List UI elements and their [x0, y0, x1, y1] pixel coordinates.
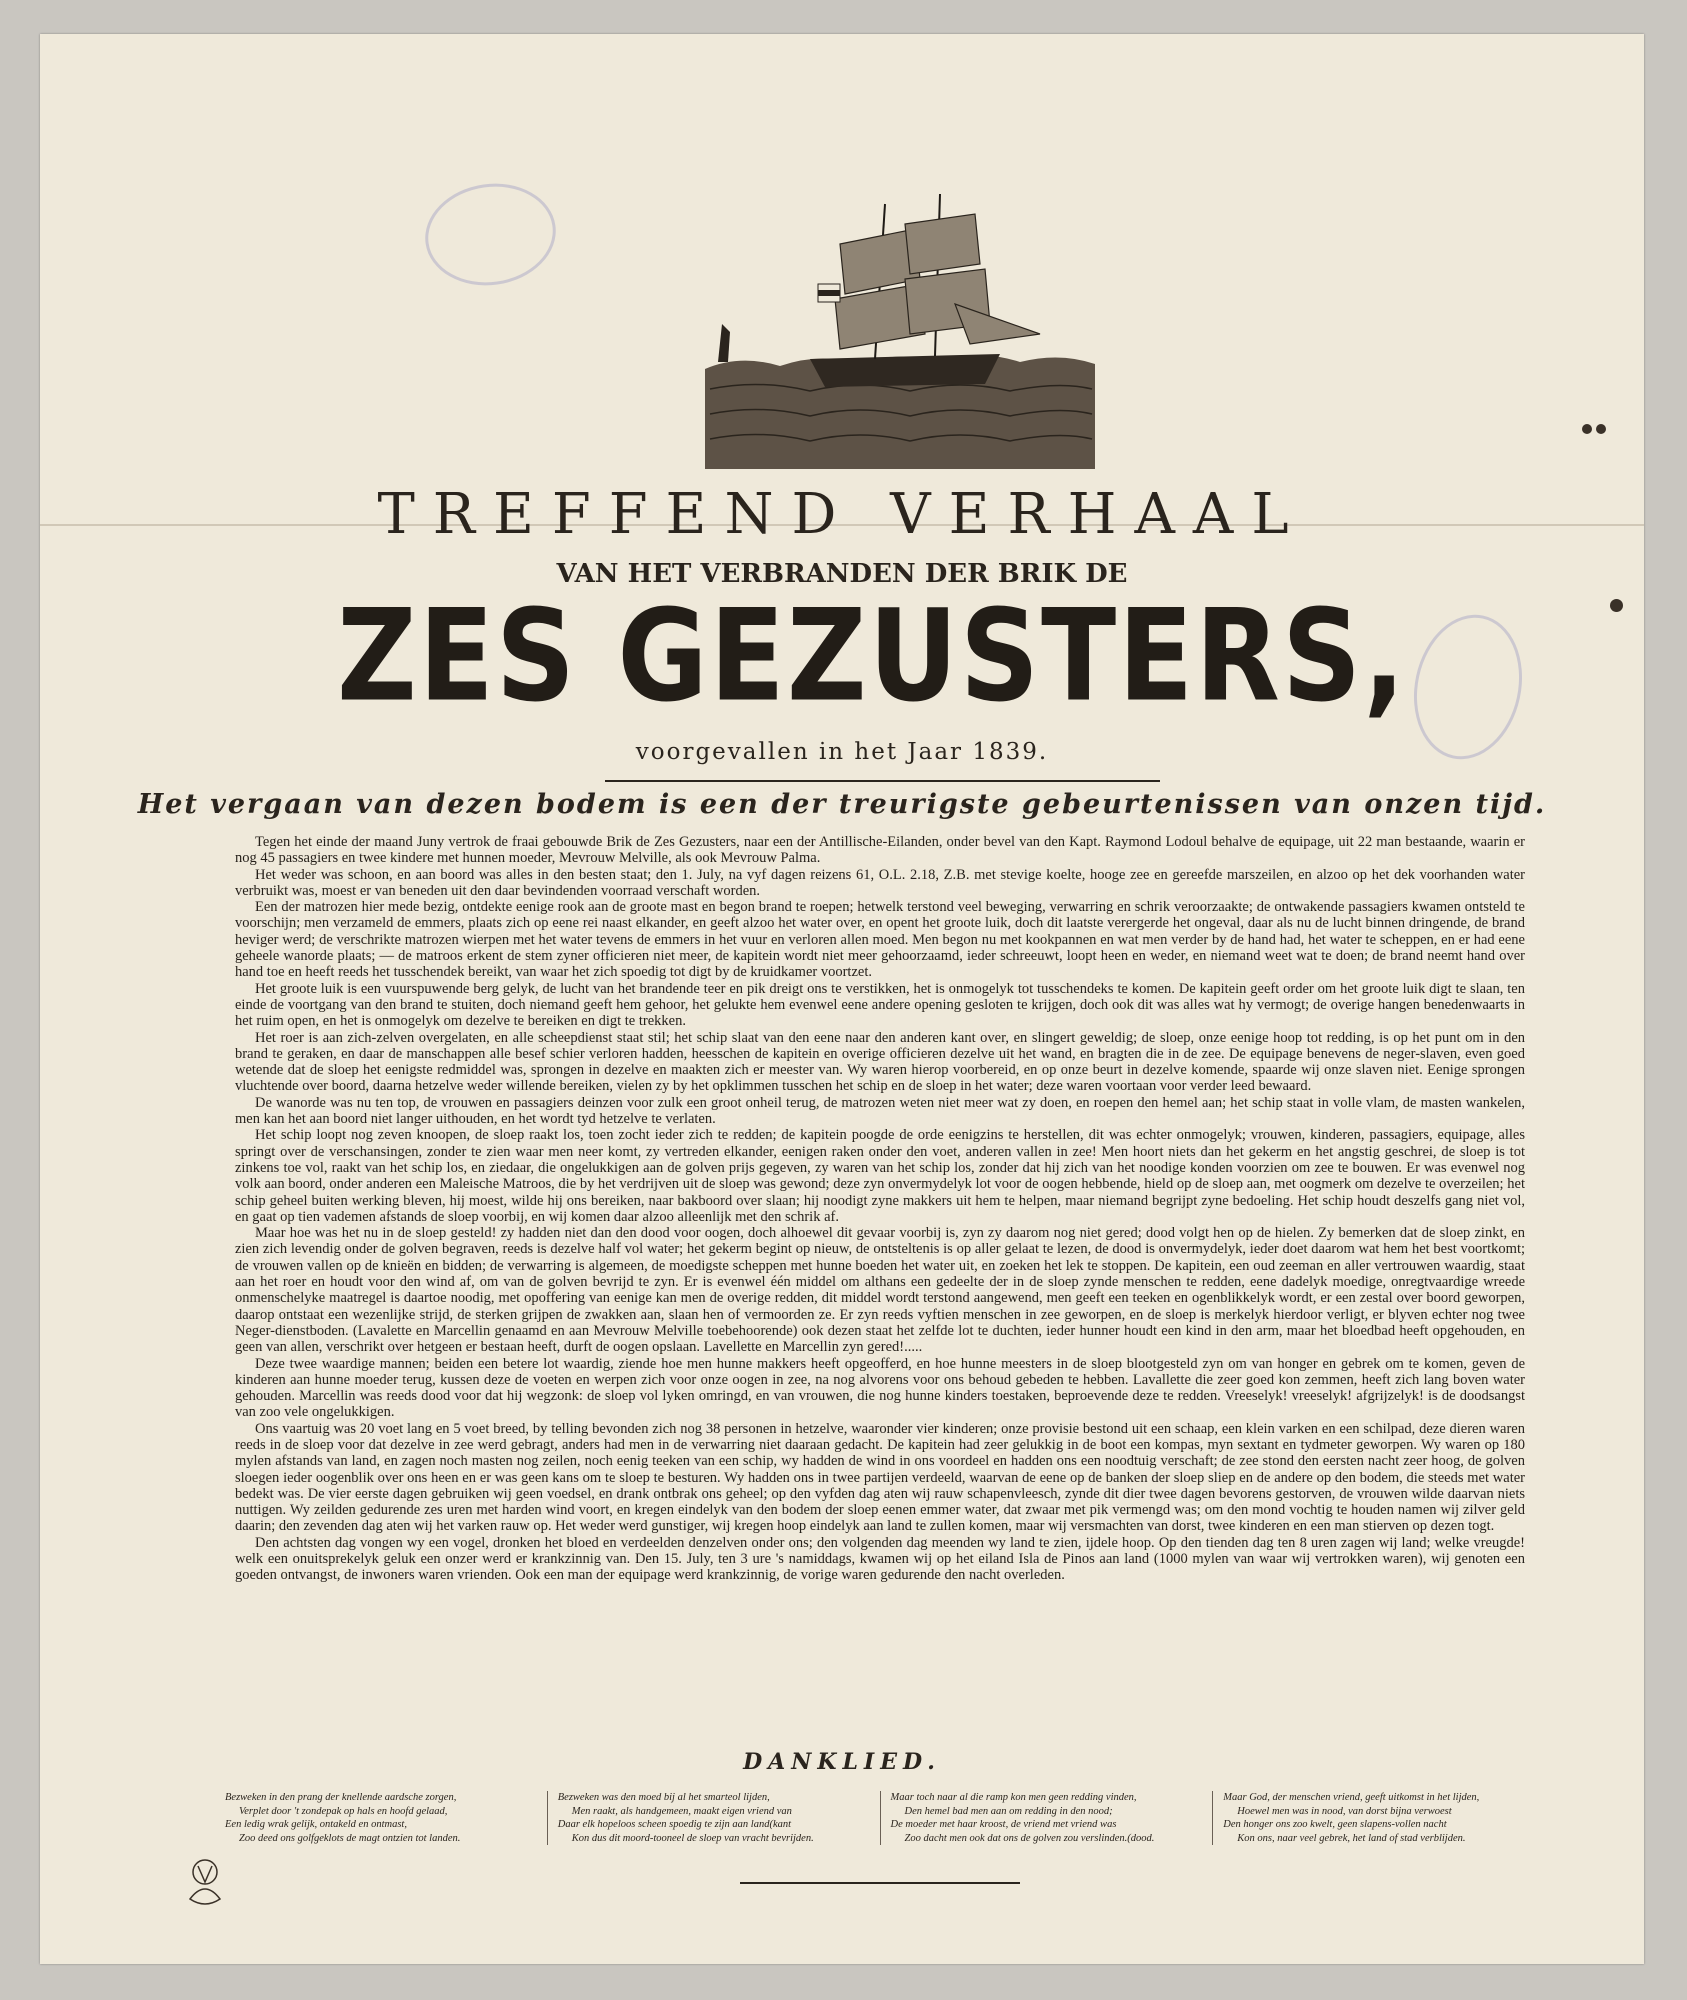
paragraph: Den achtsten dag vongen wy een vogel, dronken het bloed en verdeelden denzelven onder ons; den volgenden dag meenden wy land te zien, ijdele hoop. Op den tienden dag ten 8 uren zagen wij land; welke vreugde! welk een onuitsprekelyk geluk een onzer werd er krankzinnig van. Den 15. July, ten 3 ure 's namiddags, kwamen wij op het eiland Isla de Pinos aan land (1000 mylen van waar wij vertrokken waren), wij genoten een goeden ontvangst, de inwoners waren vrienden. Ook een man der equipage werd krankzinnig, de vorige waren gedurende den nacht overleden.	[235, 1534, 1525, 1584]
ink-spot	[1582, 424, 1592, 434]
paragraph: Het schip loopt nog zeven knoopen, de sloep raakt los, toen zocht ieder zich te redden; de kapitein poogde de orde eenigzins te herstellen, dit was echter onmogelyk; vrouwen, kinderen, passagiers, equipage, alles springt over de verschansingen, zonder te zien waar men neer komt, zy vertreden elkander, eenigen raken onder den voet, anderen vallen in zee! Men hoort niets dan het gekerm en het angstig geschrei, de sloep is tot zinkens toe vol, raakt van het schip los, en ziedaar, die ongelukkigen aan de golven prijs gegeven, zy waren van het schip los, zonder dat hij zich van het noodige konden voorzien om zee te bouwen. Er was evenwel nog volk aan boord, onder anderen een Maleische Matroos, die by het verdrijven uit de sloep was gewond; deze zyn onvermydelyk lot voor de oogen hebbende, hield op de sloep aan, met oogmerk om dezelve te overzeilen; het schip geheel buiten werking bleven, hij moest, wilde hij ons bereiken, naar bakboord over slaan; hij noodigt zyne makkers uit hem te helpen, maar niemand begrijpt zyne bedoeling. Het schip houdt deszelfs gang niet vol, en gaat op tien vademen afstands de sloep voorbij, en wij komen daar alzoo alleenlijk met den schrik af.	[235, 1127, 1525, 1225]
dankleid-title: DANKLIED.	[743, 1749, 941, 1775]
divider-rule	[740, 1882, 1020, 1884]
verse-line: De moeder met haar kroost, de vriend met vriend was	[890, 1819, 1117, 1830]
verse-column	[215, 1791, 547, 1845]
paragraph: Deze twee waardige mannen; beiden een betere lot waardig, ziende hoe men hunne makkers heeft opgeofferd, en hoe hunne meesters in de sloep blootgesteld zyn om van honger en gebrek om te komen, geven de kinderen aan hunne moeder terug, kussen deze de voeten en werpen zich voor onze oogen in zee, na nog alvorens voor ons behoud gebeden te hebben. Lavallette die zeer goed kon zemmen, heeft zich lang boven water gehouden. Marcellin was reeds dood voor dat hij wegzonk: de sloep vol lyken omringd, en van vrouwen, die nog hunne kinders toestaken, beproevende deze te redden. Vreeselyk! vreeselyk! afgrijzelyk! is de doodsangst van zoo vele ongelukkigen.	[235, 1355, 1525, 1421]
divider-rule	[605, 780, 1160, 782]
verse-line: Maar toch naar al die ramp kon men geen redding vinden,	[890, 1792, 1137, 1803]
library-stamp-icon	[419, 175, 563, 293]
paragraph: De wanorde was nu ten top, de vrouwen en passagiers deinzen voor zulk een groot onheil terug, de matrozen weten niet meer wat zy doen, en roepen den hemel aan; het schip staat in volle vlam, de masten wankelen, men kan het aan boord niet langer uithouden, en het wordt tyd hetzelve te verlaten.	[235, 1094, 1525, 1128]
verse-line: Verplet door 't zondepak op hals en hoofd gelaad,	[239, 1805, 448, 1817]
subheading: Het vergaan van dezen bodem is een der treurigste gebeurtenissen van onzen tijd.	[137, 789, 1547, 820]
paragraph: Een der matrozen hier mede bezig, ontdekte eenige rook aan de groote mast en begon brand te roepen; hetwelk terstond veel beweging, verwarring en schrik veroorzaakte; de ontwakende passagiers kwamen ontsteld te voorschijn; men verzameld de emmers, plaats zich op eene rei naast elkander, en geeft alzoo het water over, en opent het groote luik, doch dit laatste verergerde het ongeval, daar als nu de lucht binnen dringende, de brand heviger werd; de verschrikte matrozen wierpen met het water tevens de emmers in het vuur en verloren allen moed. Men begon nu met kookpannen en wat men verder by de hand had, het water te scheppen, en er had eene geheele wanorde plaats; — de matroos erkent de stem zyner officieren niet meer, de kapitein wordt niet meer gehoorzaamd, ieder schreeuwt, loopt heen en weder, en niemand weet wat te doen; de brand neemt hand over hand toe en heeft reeds het tusschendek bereikt, van waar het zich spoedig tot digt by de kruidkamer voortzet.	[235, 899, 1525, 981]
paragraph: Tegen het einde der maand Juny vertrok de fraai gebouwde Brik de Zes Gezusters, naar een der Antillische-Eilanden, onder bevel van den Kapt. Raymond Lodoul behalve de equipage, uit 22 man bestaande, waarin er nog 45 passagiers en twee kindere met hunnen moeder, Mevrouw Melville, als ook Mevrouw Palma.	[235, 834, 1525, 867]
verse-columns	[215, 1791, 1545, 1845]
paragraph: Ons vaartuig was 20 voet lang en 5 voet breed, by telling bevonden zich nog 38 personen in hetzelve, waaronder vier kinderen; onze provisie bestond uit een schaap, een klein varken en een schilpad, deze dieren waren reeds in de sloep voor dat dezelve in zee werd gebragt, anders had men in de verwarring niet daaraan gedacht. De kapitein had zeer gelukkig in de boot een kompas, myn sextant en tydmeter geworpen. Wy waren op 180 mylen afstands van land, en zagen noch masten nog zeilen, noch eenig teeken van een schip, wy hadden de wind in ons voordeel en hadden ons een noodtuig verschaft; de zee stond den eersten nacht zeer hoog, de golven sloegen ieder oogenblik over ons heen en er was geen kans om te sloep te besturen. Wy hadden ons in twee partijen verdeeld, waarvan de eene op de banken der sloep sliep en de andere op den bodem, die steeds met water bedekt was. De vier eerste dagen gebruiken wij geen voedsel, en drank ontbrak ons geheel; op den vyfden dag aten wij rauw schapenvleesch, zynde dit dier twee dagen bevorens gestorven, de vrouwen wilde daarvan niets nuttigen. Wy zeilden gedurende zes uren met harden wind voort, en kregen eindelyk van den bodem der sloep eenen emmer water, dat zwaar met pik vermengd was; om den mond vochtig te houden namen wij zilver geld daarin; den zevenden dag aten wij het varken rauw op. Het weder werd gunstiger, wij kregen hoop eindelyk aan land te zullen komen, maar wij versmachten van dorst, twee kinderen en een man stierven op dezen togt.	[235, 1420, 1525, 1535]
title-line-2: VAN HET VERBRANDEN DER BRIK DE	[556, 559, 1128, 589]
title-year: voorgevallen in het Jaar 1839.	[635, 739, 1049, 765]
verse-column	[1212, 1791, 1545, 1845]
ship-woodcut-icon	[700, 184, 1100, 469]
paragraph: Het weder was schoon, en aan boord was alles in den besten staat; den 1. July, na vyf dagen reizens 61, O.L. 2.18, Z.B. met stevige koelte, hooge zee en gereefde marszeilen, en alzoo op het dek voorhanden water verbruikt was, moest er van beneden uit den daar bevindenden voorraad verschaft worden.	[235, 866, 1525, 899]
ink-spot	[1596, 424, 1606, 434]
paragraph: Maar hoe was het nu in de sloep gesteld! zy hadden niet dan den dood voor oogen, doch alhoewel dit gevaar voorbij is, zyn zy daarom nog niet gered; dood volgt hen op de hielen. Zy bemerken dat de sloep zinkt, en zien zich levendig onder de golven begraven, reeds is dezelve half vol water; het gekerm begint op nieuw, de ontsteltenis is op aller gelaat te lezen, de dood is onvermydelyk, ieder doet daarom wat hem het best voortkomt; de vrouwen vallen op de knieën en bidden; de verwarring is algemeen, de moedigste scheppen met hunne boeden het water uit, en zoeken het lek te stoppen. De kapitein, een oud zeeman en aller vertrouwen waardig, staat aan het roer en houdt voor den wind af, om van de golven bevrijd te zyn. Er is evenwel één middel om althans een gedeelte der in de sloep zynde menschen te redden, eene dadelyk moedige, onregtvaardige wreede onmenschelyke maatregel is daartoe noodig, met opoffering van eenige kan men de overige redden, dit middel wordt terstond aangewend, men geeft een teeken en ogenblikkelyk wordt, er een zestal over boord geworpen, daarop ontstaat een wezenlijke strijd, de sterken grijpen de zwakken aan, slaan hen of vermoorden ze. Er zyn reeds vyftien menschen in zee geworpen, en de sloep is merkelyk hierdoor verligt, er blyven echter nog twee Neger-dienstboden. (Lavalette en Marcellin genaamd en aan Mevrouw Melville toebehoorende) ook dezen staat het zelfde lot te duchten, ieder hunner houdt een kind in den arm, maar het bloedbad heeft opgehouden, en geen van allen, verschrikt over hetgeen er bestaan heeft, durft de oogen opslaan. Lavellette en Marcellin zyn gered!.....	[235, 1225, 1525, 1356]
paragraph: Het roer is aan zich-zelven overgelaten, en alle scheepdienst staat stil; het schip slaat van den eene naar den anderen kant over, en slingert geweldig; de sloep, onze eenige hoop tot redding, is op het punt om in den brand te geraken, en daar de manschappen alle besef schier verloren hadden, heesschen de kapitein en overige officieren dezelve uit het wand, en bragten die in de zee. De equipage benevens de neger-slaven, even goed wetende dat de sloep het eenigste redmiddel was, sprongen in dezelve en maakten zich er meester van. Wy waren hierop voorbereid, en op onze beurt in dezelve komende, spaarde wij onze slaven niet. Eenige sprongen vluchtende over boord, daarna hetzelve weder willende bereiken, vielen zy by het opklimmen tusschen het schip en de sloep in het water; deze waren voortaan voor verder leed bewaard.	[235, 1029, 1525, 1095]
verse-column	[880, 1791, 1213, 1845]
verse-line: Een ledig wrak gelijk, ontakeld en ontmast,	[225, 1819, 407, 1830]
verse-line: Daar elk hopeloos scheen spoedig te zijn aan land(kant	[557, 1819, 792, 1830]
article-body	[235, 834, 1525, 1584]
verse-line: Bezweken in den prang der knellende aardsche zorgen,	[225, 1792, 457, 1803]
verse-line: Maar God, der menschen vriend, geeft uitkomst in het lijden,	[1223, 1792, 1480, 1803]
broadsheet	[40, 34, 1644, 1964]
verse-column	[547, 1791, 880, 1845]
verse-line: Kon ons, naar veel gebrek, het land of stad verblijden.	[1237, 1832, 1466, 1844]
title-ship-name: ZES GEZUSTERS,	[336, 582, 1408, 730]
verse-line: Den honger ons zoo kwelt, geen slapens-vollen nacht	[1223, 1819, 1447, 1830]
verse-line: Hoewel men was in nood, van dorst bijna verwoest	[1237, 1805, 1452, 1817]
verse-line: Zoo dacht men ook dat ons de golven zou verslinden.(dood.	[904, 1832, 1155, 1844]
verse-line: Den hemel bad men aan om redding in den nood;	[904, 1805, 1113, 1817]
paragraph: Het groote luik is een vuurspuwende berg gelyk, de lucht van het brandende teer en pik dreigt ons te verstikken, het is onmogelyk tot tusschendeks te komen. De kapitein geeft order om het groote luik digt te slaan, ten einde de voortgang van den brand te stuiten, doch niemand geeft hem gehoor, het gelukte hem evenwel eene andere opening gesloten te krijgen, doch ook dit was alles wat hy vermogt; de overige hangen benedenwaarts in het ruim open, en het is onmogelyk om dezelve te bereiken en digt te trekken.	[235, 980, 1525, 1030]
verse-line: Bezweken was den moed bij al het smarteol lijden,	[557, 1792, 770, 1803]
verse-line: Zoo deed ons golfgeklots de magt ontzien tot landen.	[239, 1832, 461, 1844]
verse-line: Men raakt, als handgemeen, maakt eigen vriend van	[571, 1805, 792, 1817]
printer-monogram-icon	[180, 1854, 230, 1909]
title-line-1: TREFFEND VERHAAL	[377, 482, 1307, 547]
verse-line: Kon dus dit moord-tooneel de sloep van vracht bevrijden.	[571, 1832, 814, 1844]
